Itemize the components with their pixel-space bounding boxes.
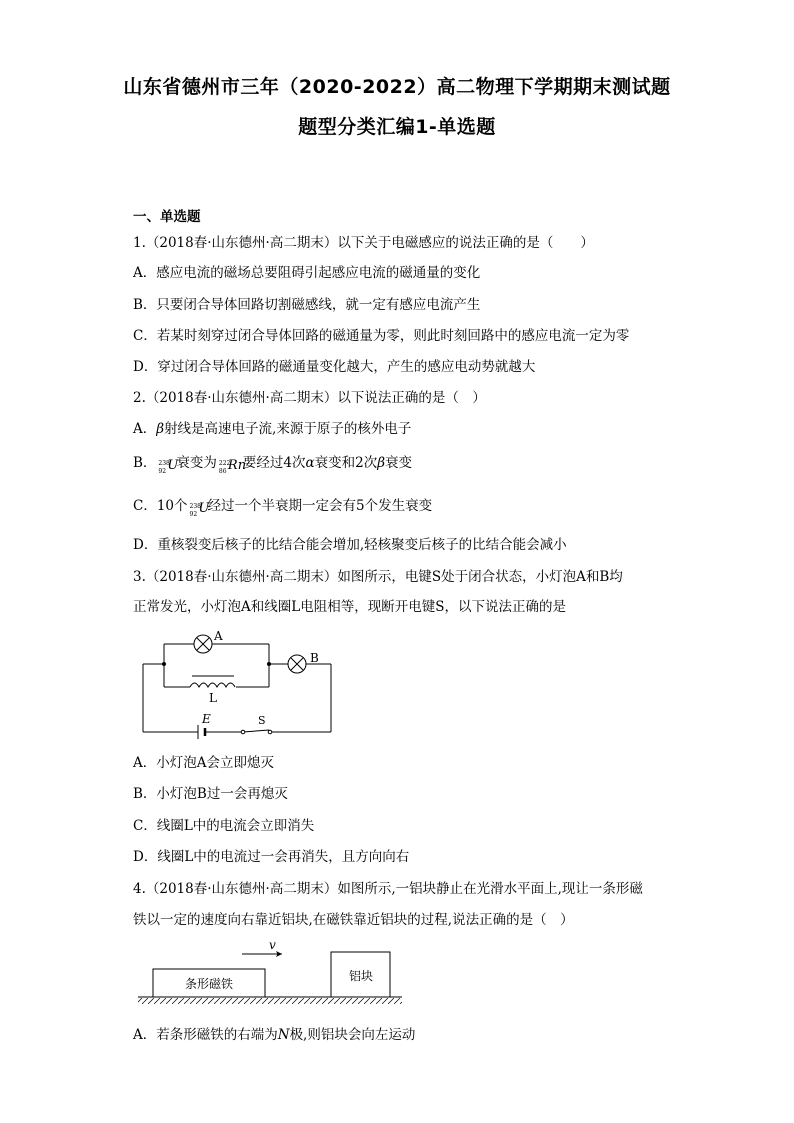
u-mass-number: 238 bbox=[189, 502, 201, 510]
q2-option-d: D．重核裂变后核子的比结合能会增加,轻核聚变后核子的比结合能会减小 bbox=[133, 537, 567, 553]
q2-b-mid: 衰变为 bbox=[176, 455, 217, 471]
u-atomic-number: 92 bbox=[158, 467, 167, 475]
q2-b-text1: 要经过4次 bbox=[242, 455, 306, 471]
block-label: 铝块 bbox=[348, 969, 374, 983]
q3-stem-line2: 正常发光，小灯泡A和线圈L电阻相等，现断开电键S，以下说法正确的是 bbox=[133, 599, 566, 615]
q2-b-text3: 衰变 bbox=[385, 455, 413, 471]
q4-stem-line2: 铁以一定的速度向右靠近铝块,在磁铁靠近铝块的过程,说法正确的是（ ） bbox=[133, 912, 574, 928]
q3-stem-line1: 3.（2018春·山东德州·高二期末）如图所示，电键S处于闭合状态，小灯泡A和B均 bbox=[133, 569, 623, 585]
q1-option-b: B．只要闭合导体回路切割磁感线，就一定有感应电流产生 bbox=[133, 297, 481, 313]
u-symbol: U bbox=[167, 457, 179, 473]
uranium-isotope bbox=[188, 498, 208, 516]
u-mass-number: 238 bbox=[158, 459, 170, 467]
rn-mass-number: 222 bbox=[218, 459, 231, 467]
q3-option-c: C．线圈L中的电流会立即消失 bbox=[133, 818, 315, 834]
q3-option-b: B．小灯泡B过一会再熄灭 bbox=[133, 786, 288, 802]
q4-a-text: 极,则铝块会向左运动 bbox=[289, 1027, 416, 1043]
uranium-isotope bbox=[156, 455, 179, 475]
q1-option-a: A．感应电流的磁场总要阻碍引起感应电流的磁通量的变化 bbox=[133, 265, 481, 281]
rn-symbol: Rn bbox=[227, 457, 247, 473]
alpha-symbol: α bbox=[305, 455, 315, 471]
beta-symbol: β bbox=[156, 421, 165, 437]
q2-c-text: 经过一个半衰期一定会有5个发生衰变 bbox=[207, 498, 433, 514]
u-atomic-number: 92 bbox=[189, 510, 198, 518]
q2-option-a bbox=[133, 420, 411, 438]
q2-stem: 2.（2018春·山东德州·高二期末）以下说法正确的是（ ） bbox=[133, 390, 486, 406]
rn-atomic-number: 86 bbox=[218, 467, 227, 475]
q2-option-b bbox=[133, 454, 412, 473]
q2-a-prefix: A． bbox=[133, 421, 157, 437]
emf-label: E bbox=[202, 712, 211, 726]
doc-title-line2: 题型分类汇编1-单选题 bbox=[298, 116, 496, 138]
doc-title-line1: 山东省德州市三年（2020-2022）高二物理下学期期末测试题 bbox=[123, 76, 671, 98]
lamp-a-label: A bbox=[214, 629, 223, 643]
radon-isotope bbox=[217, 455, 247, 475]
q2-option-c bbox=[133, 497, 432, 516]
magnet-label: 条形磁铁 bbox=[184, 977, 234, 991]
circuit-diagram bbox=[138, 628, 338, 740]
q1-stem: 1.（2018春·山东德州·高二期末）以下关于电磁感应的说法正确的是（ ） bbox=[133, 235, 594, 251]
q2-b-text2: 衰变和2次 bbox=[314, 455, 378, 471]
q2-a-text: 射线是高速电子流,来源于原子的核外电子 bbox=[164, 421, 412, 437]
q4-option-a bbox=[133, 1026, 415, 1044]
switch-label: S bbox=[258, 714, 266, 727]
beta-symbol: β bbox=[377, 455, 386, 471]
q4-stem-line1: 4.（2018春·山东德州·高二期末）如图所示,一铝块静止在光滑水平面上,现让一条形磁 bbox=[133, 881, 643, 897]
q3-option-d: D．线圈L中的电流过一会再消失，且方向向右 bbox=[133, 849, 410, 865]
section-heading: 一、单选题 bbox=[133, 209, 201, 225]
n-pole-symbol: N bbox=[277, 1027, 290, 1043]
u-symbol: U bbox=[198, 500, 210, 516]
q1-option-d: D．穿过闭合导体回路的磁通量变化越大，产生的感应电动势就越大 bbox=[133, 359, 536, 375]
q3-option-a: A．小灯泡A会立即熄灭 bbox=[133, 755, 274, 771]
coil-label: L bbox=[209, 691, 217, 705]
q4-a-prefix: A．若条形磁铁的右端为 bbox=[133, 1027, 278, 1043]
magnet-block-diagram bbox=[136, 938, 406, 1008]
q2-c-prefix: C．10个 bbox=[133, 498, 188, 514]
q1-option-c: C．若某时刻穿过闭合导体回路的磁通量为零，则此时刻回路中的感应电流一定为零 bbox=[133, 328, 630, 344]
velocity-label: v bbox=[269, 938, 276, 952]
q2-b-prefix: B． bbox=[133, 455, 157, 471]
lamp-b-label: B bbox=[310, 651, 319, 665]
